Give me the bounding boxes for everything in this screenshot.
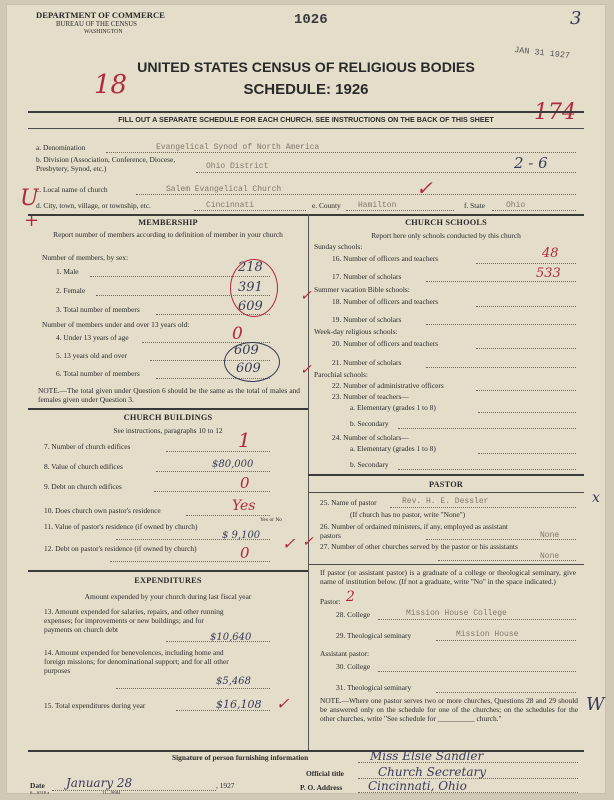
q14-label: 14. Amount expended for benevolences, including home and foreign missions; for denominational support; and for all other purposes — [44, 648, 229, 675]
state-line — [492, 210, 576, 211]
membership-title: MEMBERSHIP — [138, 218, 198, 227]
county-line — [346, 210, 454, 211]
q25-note: (If church has no pastor, write "None") — [350, 510, 466, 519]
address-value: Cincinnati, Ohio — [368, 779, 467, 793]
q27-label: 27. Number of other churches served by the pastor or his assistants — [320, 542, 518, 551]
received-date-stamp: JAN 31 1927 — [513, 45, 571, 61]
handwritten-18: 18 — [94, 70, 128, 100]
denomination-value: Evangelical Synod of North America — [156, 143, 320, 152]
q14-value: $5,468 — [216, 676, 251, 687]
q28-line — [378, 619, 576, 620]
divider — [28, 128, 584, 129]
membership-intro: Report number of members according to definition of member in your church — [53, 230, 283, 239]
divider — [308, 474, 584, 476]
buildings-title: CHURCH BUILDINGS — [123, 413, 213, 422]
city-label: d. City, town, village, or township, etc. — [36, 201, 151, 210]
official-title-value: Church Secretary — [378, 765, 487, 779]
divider — [28, 750, 584, 752]
q16-value: 48 — [542, 246, 559, 261]
q16-line — [476, 263, 576, 264]
q4-label: 4. Under 13 years of age — [56, 333, 129, 342]
census-schedule-sheet — [6, 4, 606, 794]
q19-label: 19. Number of scholars — [332, 315, 402, 324]
department-label: DEPARTMENT OF COMMERCE — [36, 10, 165, 20]
pastor-label: Pastor: — [320, 597, 341, 606]
college-note: If pastor (or assistant pastor) is a graduate of a college or theological seminary, give name of institution below. (If not a graduate, write "No" in the space indicated.) — [320, 568, 576, 586]
division-line — [196, 172, 576, 173]
official-title-label: Official title — [306, 769, 344, 778]
q23b-line — [398, 428, 576, 429]
q2-value: 391 — [238, 280, 263, 295]
date-label: Date — [30, 781, 45, 790]
q7-line — [166, 451, 270, 452]
q7-label: 7. Number of church edifices — [44, 442, 131, 451]
schools-intro: Report here only schools conducted by this church — [371, 231, 521, 240]
q31-label: 31. Theological seminary — [336, 683, 412, 692]
members-by-age-label: Number of members under and over 13 years old: — [42, 320, 190, 329]
q17-value: 533 — [536, 266, 561, 281]
q20-label: 20. Number of officers and teachers — [332, 339, 439, 348]
q17-label: 17. Number of scholars — [332, 272, 402, 281]
corner-number-handwritten: 3 — [570, 8, 582, 29]
signature-label: Signature of person furnishing information — [172, 753, 309, 762]
q13-value: $10,640 — [210, 632, 252, 643]
form-title: UNITED STATES CENSUS OF RELIGIOUS BODIES — [137, 60, 475, 76]
date-value: January 28 — [66, 776, 133, 790]
q23b-label: b. Secondary — [350, 419, 389, 428]
q8-line — [156, 471, 270, 472]
handwritten-174: 174 — [534, 100, 576, 125]
q9-line — [154, 491, 270, 492]
q15-label: 15. Total expenditures during year — [44, 701, 146, 710]
expenditures-intro: Amount expended by your church during last fiscal year — [84, 592, 252, 601]
print-code: 11—9684 — [102, 790, 121, 794]
city-label: WASHINGTON — [84, 29, 123, 35]
q16-label: 16. Number of officers and teachers — [332, 254, 439, 263]
handwritten-x: x — [592, 490, 600, 506]
q23a-label: a. Elementary (grades 1 to 8) — [350, 403, 436, 412]
divider — [28, 570, 308, 572]
q12-label: 12. Debt on pastor's residence (if owned by church) — [44, 544, 197, 553]
q11-label: 11. Value of pastor's residence (if owned by church) — [44, 522, 198, 531]
q21-line — [426, 367, 576, 368]
address-label: P. O. Address — [300, 783, 343, 792]
sunday-schools-label: Sunday schools: — [314, 242, 363, 251]
checkmark-icon: ✓ — [300, 288, 312, 304]
members-by-sex-label: Number of members, by sex: — [42, 253, 128, 262]
q30-label: 30. College — [336, 662, 371, 671]
q28-value: Mission House College — [406, 609, 507, 618]
q8-value: $80,000 — [212, 459, 254, 470]
q29-value: Mission House — [456, 630, 519, 639]
denomination-line — [106, 152, 576, 153]
pastor-note: NOTE.—Where one pastor serves two or more churches, Questions 28 and 29 should be answered only on the schedule for one of the churches; on the schedules for the other churches, write "See schedule for __________ church." — [320, 696, 578, 723]
q6-label: 6. Total number of members — [56, 369, 140, 378]
divider — [28, 214, 584, 216]
q3-value: 609 — [238, 299, 263, 314]
q30-line — [378, 671, 576, 672]
q23-label: 23. Number of teachers— — [332, 392, 409, 401]
q25-value: Rev. H. E. Dessler — [402, 497, 489, 506]
local-name-line — [136, 194, 576, 195]
form-code: 6—6518 a — [30, 790, 50, 794]
q17-line — [426, 281, 576, 282]
checkmark-icon: ✓ — [282, 534, 296, 553]
q2-label: 2. Female — [56, 286, 86, 295]
pastor-title: PASTOR — [428, 480, 464, 489]
checkmark-icon: ✓ — [300, 362, 312, 378]
q13-label: 13. Amount expended for salaries, repairs, and other running expenses; for improvements or new buildings; and for payments on church debt — [44, 607, 224, 634]
q24a-line — [478, 453, 576, 454]
checkmark-icon: ✓ — [416, 176, 433, 200]
handwritten-w: W — [586, 694, 605, 715]
q19-line — [426, 324, 576, 325]
q10-label: 10. Does church own pastor's residence — [44, 506, 161, 515]
checkmark-icon: ✓ — [276, 694, 290, 713]
date-year: , 1927 — [216, 781, 235, 790]
q18-line — [476, 306, 576, 307]
denomination-label: a. Denomination — [36, 143, 86, 152]
city-line — [194, 210, 306, 211]
yes-or-no-hint: Yes or No — [260, 517, 283, 523]
parochial-schools-label: Parochial schools: — [314, 370, 368, 379]
q9-label: 9. Debt on church edifices — [44, 482, 122, 491]
local-name-label: c. Local name of church — [36, 185, 108, 194]
q25-line — [390, 507, 576, 508]
q10-line — [186, 515, 270, 516]
q3-label: 3. Total number of members — [56, 305, 140, 314]
q26-value: None — [540, 531, 560, 540]
division-handwritten-code: 2 - 6 — [514, 154, 548, 172]
circled-total-annotation — [224, 342, 280, 382]
q12-value: 0 — [240, 544, 250, 562]
assistant-pastor-label: Assistant pastor: — [320, 649, 370, 658]
handwritten-u: U — [20, 186, 39, 211]
summer-schools-label: Summer vacation Bible schools: — [314, 285, 410, 294]
bureau-label: BUREAU OF THE CENSUS — [56, 21, 137, 28]
divider — [28, 111, 584, 113]
q5-label: 5. 13 years old and over — [56, 351, 128, 360]
expenditures-title: EXPENDITURES — [134, 576, 202, 585]
q27-value: None — [540, 552, 560, 561]
q25-label: 25. Name of pastor — [320, 498, 377, 507]
weekday-schools-label: Week-day religious schools: — [314, 327, 398, 336]
q4-value: 0 — [232, 324, 243, 344]
divider — [308, 564, 584, 565]
state-value: Ohio — [506, 201, 526, 210]
q20-line — [476, 348, 576, 349]
q14-line — [116, 688, 270, 689]
q24-label: 24. Number of scholars— — [332, 433, 409, 442]
q24b-line — [398, 469, 576, 470]
q6-value: 609 — [236, 361, 261, 376]
date-line — [52, 790, 216, 791]
q22-label: 22. Number of administrative officers — [332, 381, 444, 390]
q24a-label: a. Elementary (grades 1 to 8) — [350, 444, 436, 453]
division-value: Ohio District — [206, 162, 269, 171]
q29-label: 29. Theological seminary — [336, 631, 412, 640]
pastor-handwritten-count: 2 — [346, 589, 355, 605]
handwritten-plus: + — [24, 210, 40, 231]
q23a-line — [478, 412, 576, 413]
signature-value: Miss Elsie Sandler — [370, 749, 484, 763]
county-value: Hamilton — [358, 201, 397, 210]
q9-value: 0 — [240, 474, 250, 492]
q15-value: $16,108 — [216, 698, 262, 711]
circled-total-annotation — [230, 259, 278, 317]
city-value: Cincinnati — [206, 201, 255, 210]
q10-value: Yes — [232, 498, 256, 514]
instruction-line: FILL OUT A SEPARATE SCHEDULE FOR EACH CHURCH. SEE INSTRUCTIONS ON THE BACK OF THIS SHEET — [118, 115, 494, 124]
q8-label: 8. Value of church edifices — [44, 462, 123, 471]
q11-value: $ 9,100 — [222, 530, 261, 541]
divider — [308, 492, 584, 493]
checkmark-icon: ✓ — [302, 534, 314, 550]
q1-value: 218 — [238, 260, 263, 275]
schools-title: CHURCH SCHOOLS — [405, 218, 487, 227]
q24b-label: b. Secondary — [350, 460, 389, 469]
q21-label: 21. Number of scholars — [332, 358, 402, 367]
county-label: e. County — [312, 201, 341, 210]
q18-label: 18. Number of officers and teachers — [332, 297, 439, 306]
membership-note: NOTE.—The total given under Question 6 should be the same as the total of males and females given under Question 3. — [38, 386, 300, 404]
local-name-value: Salem Evangelical Church — [166, 185, 282, 194]
form-number: 1026 — [294, 12, 328, 28]
q7-value: 1 — [238, 428, 251, 452]
q26-label: 26. Number of ordained ministers, if any, employed as assistant pastors — [320, 522, 508, 540]
form-subtitle: SCHEDULE: 1926 — [243, 81, 369, 98]
q5-value: 609 — [234, 343, 259, 358]
division-label: b. Division (Association, Conference, Diocese, Presbytery, Synod, etc.) — [36, 155, 176, 173]
q29-line — [436, 640, 576, 641]
q22-line — [476, 390, 576, 391]
q1-label: 1. Male — [56, 267, 79, 276]
divider — [28, 408, 308, 410]
q31-line — [436, 692, 576, 693]
q28-label: 28. College — [336, 610, 371, 619]
buildings-sub: See instructions, paragraphs 10 to 12 — [113, 426, 223, 435]
state-label: f. State — [464, 201, 485, 210]
